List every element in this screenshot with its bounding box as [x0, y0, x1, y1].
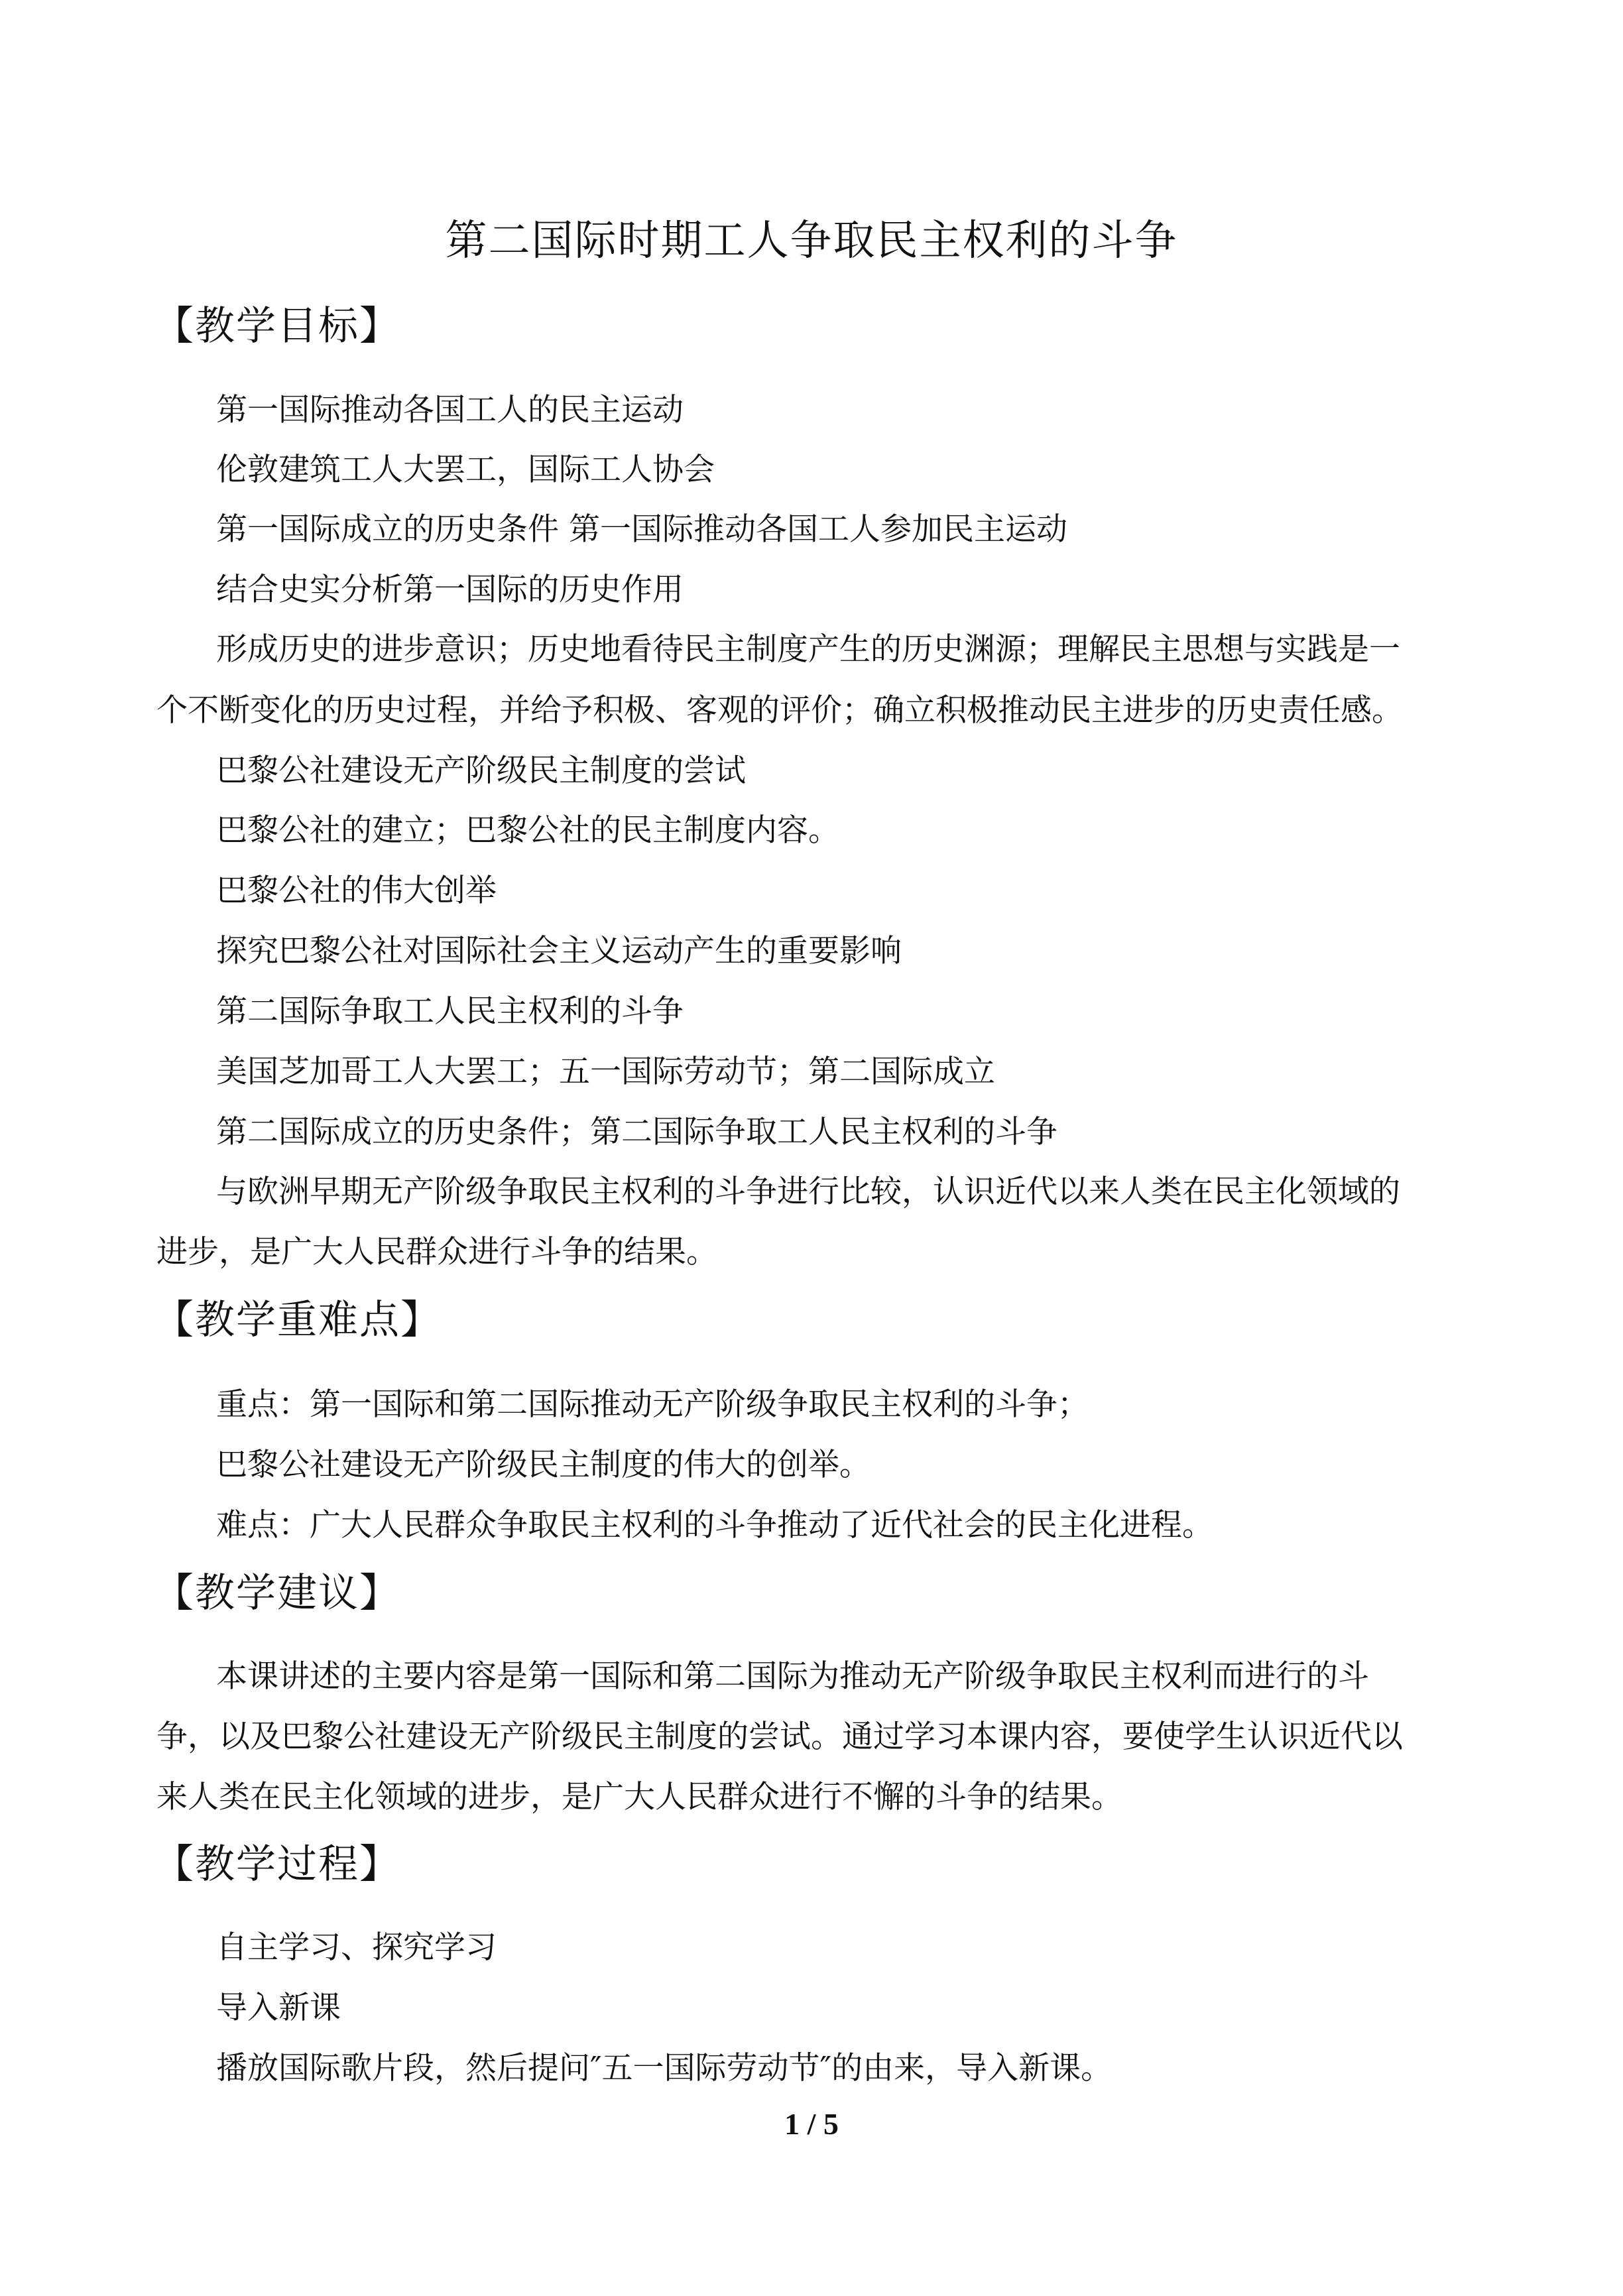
- heading-suggestions: 【教学建议】: [154, 1570, 400, 1616]
- objective-line: 第二国际成立的历史条件；第二国际争取工人民主权利的斗争: [216, 1114, 1057, 1150]
- key-point-line: 重点：第一国际和第二国际推动无产阶级争取民主权利的斗争；: [216, 1386, 1089, 1423]
- objective-line: 伦敦建筑工人大罢工，国际工人协会: [216, 452, 715, 488]
- process-line: 自主学习、探究学习: [216, 1929, 497, 1966]
- objective-line: 第二国际争取工人民主权利的斗争: [216, 993, 684, 1030]
- objective-line: 第一国际推动各国工人的民主运动: [216, 392, 684, 428]
- key-point-line: 难点：广大人民群众争取民主权利的斗争推动了近代社会的民主化进程。: [216, 1507, 1213, 1543]
- suggestion-line: 来人类在民主化领域的进步，是广大人民群众进行不懈的斗争的结果。: [156, 1779, 1122, 1815]
- objective-line: 形成历史的进步意识；历史地看待民主制度产生的历史渊源；理解民主思想与实践是一: [216, 631, 1400, 668]
- document-title: 第二国际时期工人争取民主权利的斗争: [445, 216, 1178, 265]
- objective-line: 进步，是广大人民群众进行斗争的结果。: [156, 1234, 717, 1270]
- objective-line: 与欧洲早期无产阶级争取民主权利的斗争进行比较，认识近代以来人类在民主化领域的: [216, 1174, 1400, 1210]
- objective-line: 个不断变化的历史过程，并给予积极、客观的评价；确立积极推动民主进步的历史责任感。: [156, 692, 1403, 729]
- suggestion-line: 本课讲述的主要内容是第一国际和第二国际为推动无产阶级争取民主权利而进行的斗: [216, 1658, 1369, 1695]
- objective-line: 巴黎公社的伟大创举: [216, 873, 497, 909]
- objective-line: 巴黎公社的建立；巴黎公社的民主制度内容。: [216, 812, 839, 849]
- heading-key-points: 【教学重难点】: [154, 1297, 442, 1343]
- objective-line: 结合史实分析第一国际的历史作用: [216, 572, 684, 608]
- heading-objectives: 【教学目标】: [154, 303, 400, 349]
- objective-line: 探究巴黎公社对国际社会主义运动产生的重要影响: [216, 933, 902, 969]
- suggestion-line: 争，以及巴黎公社建设无产阶级民主制度的尝试。通过学习本课内容，要使学生认识近代以: [156, 1719, 1403, 1755]
- objective-line: 巴黎公社建设无产阶级民主制度的尝试: [216, 753, 746, 789]
- process-line: 播放国际歌片段，然后提问″五一国际劳动节″的由来，导入新课。: [216, 2050, 1112, 2086]
- objective-line: 第一国际成立的历史条件 第一国际推动各国工人参加民主运动: [216, 511, 1067, 548]
- heading-process: 【教学过程】: [154, 1841, 400, 1888]
- key-point-line: 巴黎公社建设无产阶级民主制度的伟大的创举。: [216, 1447, 871, 1483]
- process-line: 导入新课: [216, 1990, 341, 2026]
- page-number: 1 / 5: [784, 2107, 839, 2141]
- objective-line: 美国芝加哥工人大罢工；五一国际劳动节；第二国际成立: [216, 1054, 995, 1090]
